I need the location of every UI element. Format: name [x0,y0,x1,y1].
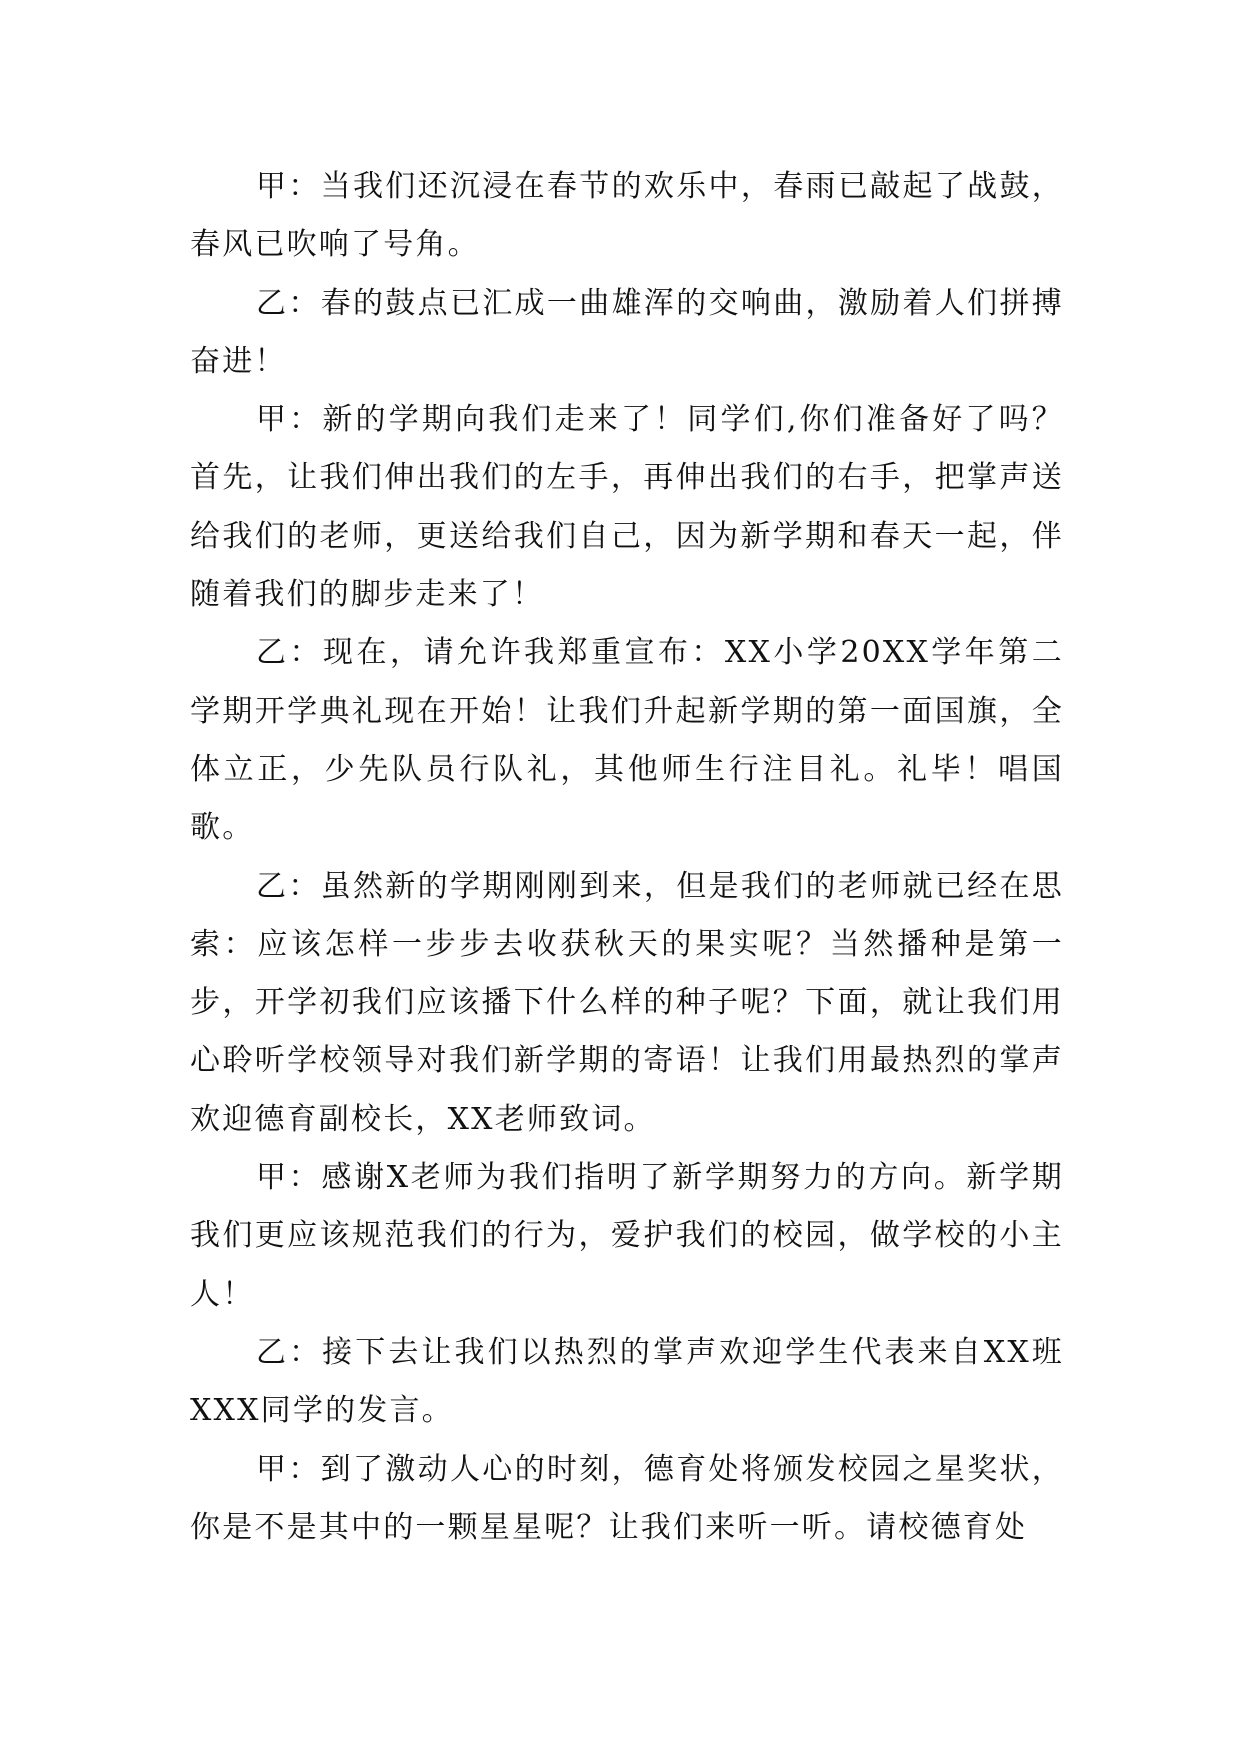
paragraph-5: 乙：虽然新的学期刚刚到来，但是我们的老师就已经在思索：应该怎样一步步去收获秋天的果实呢？当然播种是第一步，开学初我们应该播下什么样的种子呢？下面，就让我们用心聆听学校领导对我们新学期的寄语！让我们用最热烈的掌声欢迎德育副校长，XX老师致词。 [190,868,1064,1137]
paragraph-8: 甲：到了激动人心的时刻，德育处将颁发校园之星奖状，你是不是其中的一颗星星呢？让我们来听一听。请校德育处 [190,1451,1064,1545]
paragraph-4: 乙：现在，请允许我郑重宣布：XX小学20XX学年第二学期开学典礼现在开始！让我们升起新学期的第一面国旗，全体立正，少先队员行队礼，其他师生行注目礼。礼毕！唱国歌。 [190,635,1064,846]
document-body [190,158,1064,1557]
paragraph-7: 乙：接下去让我们以热烈的掌声欢迎学生代表来自XX班XXX同学的发言。 [190,1334,1064,1429]
paragraph-1: 甲：当我们还沉浸在春节的欢乐中，春雨已敲起了战鼓，春风已吹响了号角。 [190,169,1064,263]
paragraph-2: 乙：春的鼓点已汇成一曲雄浑的交响曲，激励着人们拼搏奋进！ [190,285,1064,379]
paragraph-3: 甲：新的学期向我们走来了！同学们,你们准备好了吗？首先，让我们伸出我们的左手，再伸出我们的右手，把掌声送给我们的老师，更送给我们自己，因为新学期和春天一起，伴随着我们的脚步走来了！ [190,402,1064,613]
paragraph-6: 甲：感谢X老师为我们指明了新学期努力的方向。新学期我们更应该规范我们的行为，爱护我们的校园，做学校的小主人！ [190,1160,1064,1312]
